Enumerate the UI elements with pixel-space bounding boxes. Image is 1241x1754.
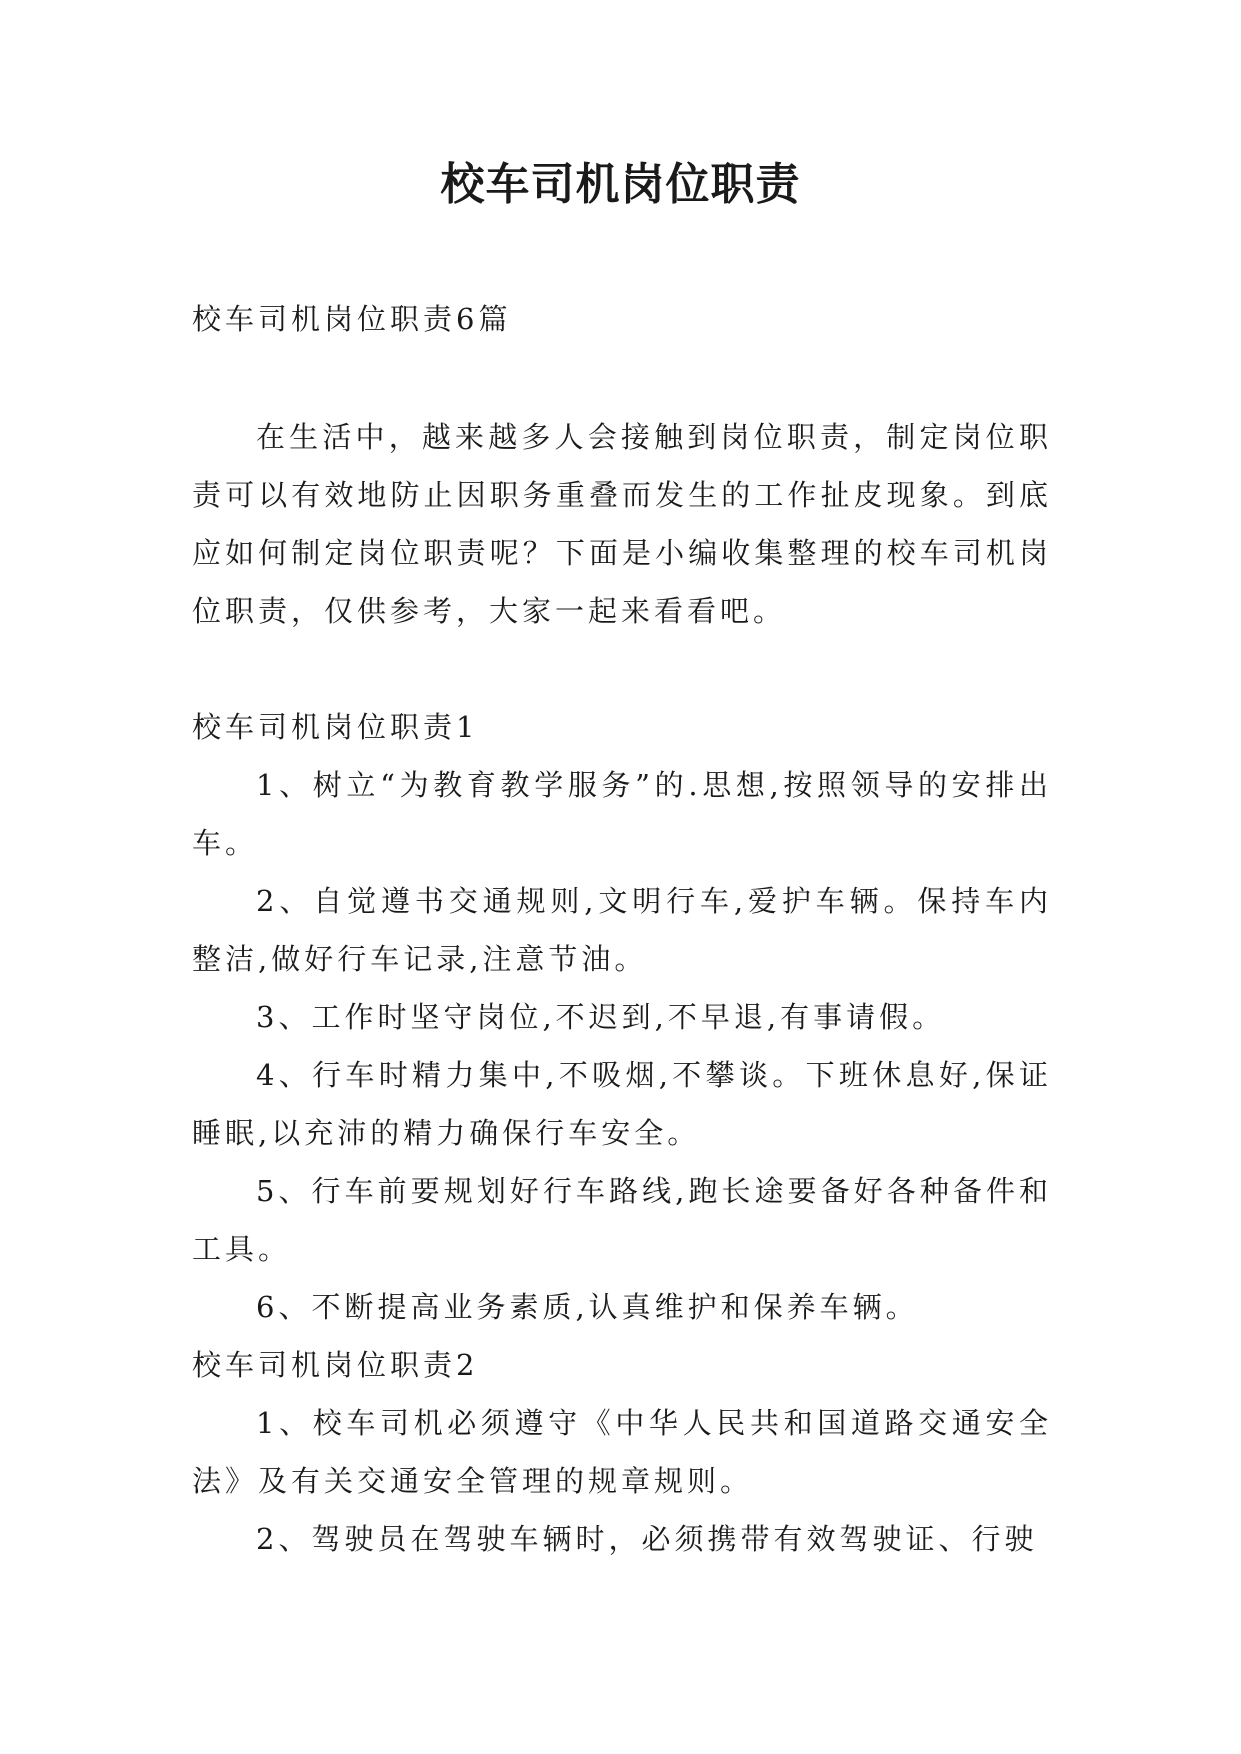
section-heading-2: 校车司机岗位职责2 [192,1348,479,1382]
section1-item: 4、行车时精力集中,不吸烟,不攀谈。下班休息好,保证睡眠,以充沛的精力确保行车安全。 [192,1058,1052,1150]
section2-item: 1、校车司机必须遵守《中华人民共和国道路交通安全法》及有关交通安全管理的规章规则。 [192,1406,1052,1498]
section1-item: 2、自觉遵书交通规则,文明行车,爱护车辆。保持车内整洁,做好行车记录,注意节油。 [192,884,1052,976]
section1-item: 6、不断提高业务素质,认真维护和保养车辆。 [256,1290,919,1324]
spacer [192,348,1052,408]
section1-item: 3、工作时坚守岗位,不迟到,不早退,有事请假。 [256,1000,946,1034]
intro-paragraph: 在生活中，越来越多人会接触到岗位职责，制定岗位职责可以有效地防止因职务重叠而发生的工作扯皮现象。到底应如何制定岗位职责呢？下面是小编收集整理的校车司机岗位职责，仅供参考，大家一起来看看吧。 [192,420,1052,628]
document-subtitle: 校车司机岗位职责6篇 [192,302,512,336]
spacer [192,640,1052,698]
section1-item: 1、树立“为教育教学服务”的.思想,按照领导的安排出车。 [192,768,1052,860]
document-body [192,290,1052,1568]
document-title: 校车司机岗位职责 [440,159,801,210]
section-heading-1: 校车司机岗位职责1 [192,710,479,744]
section1-item: 5、行车前要规划好行车路线,跑长途要备好各种备件和工具。 [192,1174,1052,1266]
section2-item: 2、驾驶员在驾驶车辆时，必须携带有效驾驶证、行驶 [256,1522,1038,1556]
